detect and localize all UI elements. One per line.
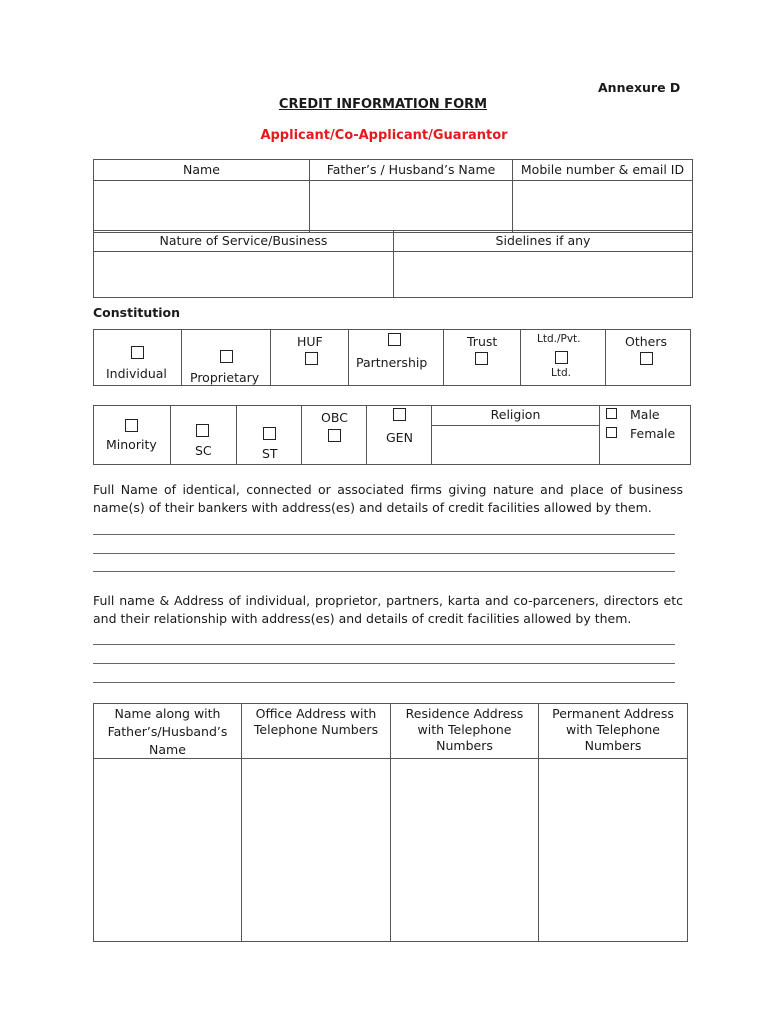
address-header-name [94, 704, 242, 759]
individual-checkbox[interactable] [131, 346, 144, 359]
constitution-table [93, 329, 691, 386]
header-office-line-1: Office Address with [255, 706, 377, 721]
office-address-field[interactable] [242, 759, 391, 942]
option-partnership[interactable] [349, 330, 444, 386]
constitution-label: Constitution [93, 305, 180, 320]
option-others[interactable] [606, 330, 691, 386]
mobile-email-field[interactable] [513, 181, 693, 233]
nature-field[interactable] [94, 252, 394, 298]
name-entry-field[interactable] [94, 759, 242, 942]
address-header-residence [391, 704, 539, 759]
trust-checkbox[interactable] [475, 352, 488, 365]
gender-cell [600, 406, 691, 465]
applicant-details-table [93, 159, 693, 233]
header-permanent-line-3: Numbers [584, 738, 642, 753]
gen-label: GEN [386, 430, 413, 445]
option-minority[interactable] [94, 406, 171, 465]
associated-firms-line-3[interactable] [93, 571, 675, 572]
name-field[interactable] [94, 181, 310, 233]
sidelines-header: Sidelines if any [394, 231, 693, 252]
individual-label: Individual [106, 366, 167, 381]
option-individual[interactable] [94, 330, 182, 386]
permanent-address-field[interactable] [539, 759, 688, 942]
header-name-line-3: Name [149, 742, 186, 757]
ltd-pvt-label-bottom: Ltd. [551, 367, 571, 379]
option-obc[interactable] [302, 406, 367, 465]
option-gen[interactable] [367, 406, 432, 465]
female-label: Female [630, 426, 676, 441]
sc-label: SC [195, 443, 212, 458]
trust-label: Trust [467, 334, 498, 349]
header-permanent-line-2: with Telephone [566, 722, 660, 737]
individuals-line-3[interactable] [93, 682, 675, 683]
others-label: Others [625, 334, 668, 349]
religion-header: Religion [432, 406, 599, 426]
nature-header: Nature of Service/Business [94, 231, 394, 252]
mobile-email-header: Mobile number & email ID [513, 160, 693, 181]
address-table [93, 703, 688, 942]
address-header-office [242, 704, 391, 759]
obc-checkbox[interactable] [328, 429, 341, 442]
associated-firms-line-1[interactable] [93, 534, 675, 535]
father-husband-header: Father’s / Husband’s Name [310, 160, 513, 181]
others-checkbox[interactable] [640, 352, 653, 365]
ltd-pvt-checkbox[interactable] [555, 351, 568, 364]
st-checkbox[interactable] [263, 427, 276, 440]
male-label: Male [630, 407, 660, 422]
obc-label: OBC [321, 410, 348, 425]
option-ltd-pvt[interactable] [521, 330, 606, 386]
proprietary-checkbox[interactable] [220, 350, 233, 363]
partnership-label: Partnership [356, 355, 428, 370]
form-title [0, 97, 768, 112]
individuals-instruction: Full name & Address of individual, proprietor, partners, karta and co-parceners, directors etc and their relationship with address(es) and details of credit facilities allowed by them. [93, 593, 683, 626]
huf-label: HUF [297, 334, 323, 349]
residence-address-field[interactable] [391, 759, 539, 942]
service-table [93, 230, 693, 298]
st-label: ST [262, 446, 278, 461]
header-residence-line-2: with Telephone [417, 722, 512, 737]
religion-field[interactable] [432, 426, 599, 464]
header-name-line-2: Father’s/Husband’s [107, 724, 228, 739]
male-checkbox[interactable] [606, 408, 617, 419]
religion-cell [432, 406, 600, 465]
associated-firms-instruction: Full Name of identical, connected or associated firms giving nature and place of business name(s) of their bankers with address(es) and details of credit facilities allowed by them. [93, 482, 683, 515]
option-trust[interactable] [444, 330, 521, 386]
individuals-line-2[interactable] [93, 663, 675, 664]
huf-checkbox[interactable] [305, 352, 318, 365]
father-husband-field[interactable] [310, 181, 513, 233]
option-sc[interactable] [171, 406, 237, 465]
header-permanent-line-1: Permanent Address [552, 706, 674, 721]
proprietary-label: Proprietary [190, 370, 260, 385]
minority-label: Minority [106, 437, 157, 452]
header-residence-line-1: Residence Address [405, 706, 524, 721]
associated-firms-line-2[interactable] [93, 553, 675, 554]
form-subtitle: Applicant/Co-Applicant/Guarantor [260, 128, 508, 143]
partnership-checkbox[interactable] [388, 333, 401, 346]
address-header-permanent [539, 704, 688, 759]
option-proprietary[interactable] [182, 330, 271, 386]
ltd-pvt-label-top: Ltd./Pvt. [537, 333, 581, 345]
female-checkbox[interactable] [606, 427, 617, 438]
gen-checkbox[interactable] [393, 408, 406, 421]
option-st[interactable] [237, 406, 302, 465]
minority-checkbox[interactable] [125, 419, 138, 432]
sidelines-field[interactable] [394, 252, 693, 298]
name-header: Name [94, 160, 310, 181]
category-table [93, 405, 691, 465]
header-office-line-2: Telephone Numbers [253, 722, 379, 737]
sc-checkbox[interactable] [196, 424, 209, 437]
header-residence-line-3: Numbers [436, 738, 493, 753]
individuals-line-1[interactable] [93, 644, 675, 645]
header-name-line-1: Name along with [114, 706, 221, 721]
option-huf[interactable] [271, 330, 349, 386]
form-title-text: CREDIT INFORMATION FORM [278, 97, 488, 112]
annexure-label: Annexure D [598, 80, 681, 95]
